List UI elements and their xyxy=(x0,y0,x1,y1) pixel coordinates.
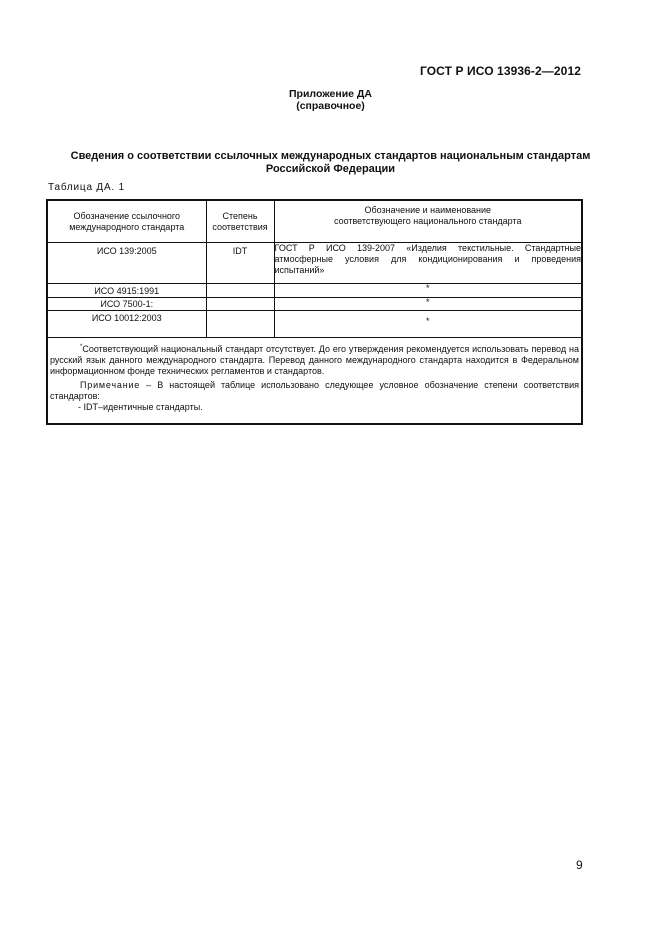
note xyxy=(48,380,581,402)
page-number: 9 xyxy=(576,858,583,872)
cell-degree xyxy=(206,311,274,338)
cell-standard: ИСО 139:2005 xyxy=(48,243,206,284)
appendix-title: Приложение ДА xyxy=(289,88,372,100)
table-row xyxy=(48,284,581,298)
header-col2-line1: Степень xyxy=(222,210,258,221)
header-international-standard xyxy=(48,201,206,243)
header-degree xyxy=(206,201,274,243)
cell-national: ГОСТ Р ИСО 139-2007 «Изделия текстильные. Стандартные атмосферные условия для кондиционирования и проведения испытаний» xyxy=(274,243,581,284)
header-col3-line1: Обозначение и наименование xyxy=(364,205,492,215)
header-col1-line1: Обозначение ссылочного xyxy=(73,210,181,221)
header-col1-line2: международного стандарта xyxy=(69,221,185,232)
cell-degree xyxy=(206,298,274,311)
footnote-mark: * xyxy=(80,344,83,350)
header-col2-line2: соответствия xyxy=(212,221,268,232)
section-title-line-1: Сведения о соответствии ссылочных международных стандартов национальным стандартам xyxy=(70,150,591,162)
header-national-standard xyxy=(274,201,581,243)
footnote-text: Соответствующий национальный стандарт отсутствует. До его утверждения рекомендуется использовать перевод на русский язык данного международного стандарта. Перевод данного международного стандарта находится в Федеральном информационном фонде технических регламентов и стандартов. xyxy=(50,344,579,376)
cell-national: * xyxy=(274,298,581,311)
cell-degree: IDT xyxy=(206,243,274,284)
appendix-heading xyxy=(0,88,661,112)
table-row xyxy=(48,311,581,338)
cell-degree xyxy=(206,284,274,298)
cell-standard: ИСО 7500-1: xyxy=(48,298,206,311)
table-caption: Таблица ДА. 1 xyxy=(48,182,125,193)
section-title xyxy=(40,150,621,176)
standard-code-header: ГОСТ Р ИСО 13936-2—2012 xyxy=(419,64,581,78)
note-item: - IDT–идентичные стандарты. xyxy=(78,402,203,412)
cell-national: * xyxy=(274,284,581,298)
header-col3-line2: соответствующего национального стандарта xyxy=(333,216,522,226)
table-notes xyxy=(48,344,581,413)
cell-standard: ИСО 4915:1991 xyxy=(48,284,206,298)
cell-standard: ИСО 10012:2003 xyxy=(48,311,206,338)
note-text: – В настоящей таблице использовано следующее условное обозначение степени соответствия стандартов: xyxy=(50,380,579,401)
table-header-row xyxy=(48,201,581,243)
appendix-subtitle: (справочное) xyxy=(296,100,365,112)
footnote xyxy=(48,344,581,377)
note-label: Примечание xyxy=(80,380,141,390)
reference-table-frame xyxy=(46,199,583,425)
section-title-line-2: Российской Федерации xyxy=(265,163,396,175)
cell-national: * xyxy=(274,311,581,338)
table-row xyxy=(48,298,581,311)
table-row xyxy=(48,243,581,284)
reference-table xyxy=(48,201,581,338)
